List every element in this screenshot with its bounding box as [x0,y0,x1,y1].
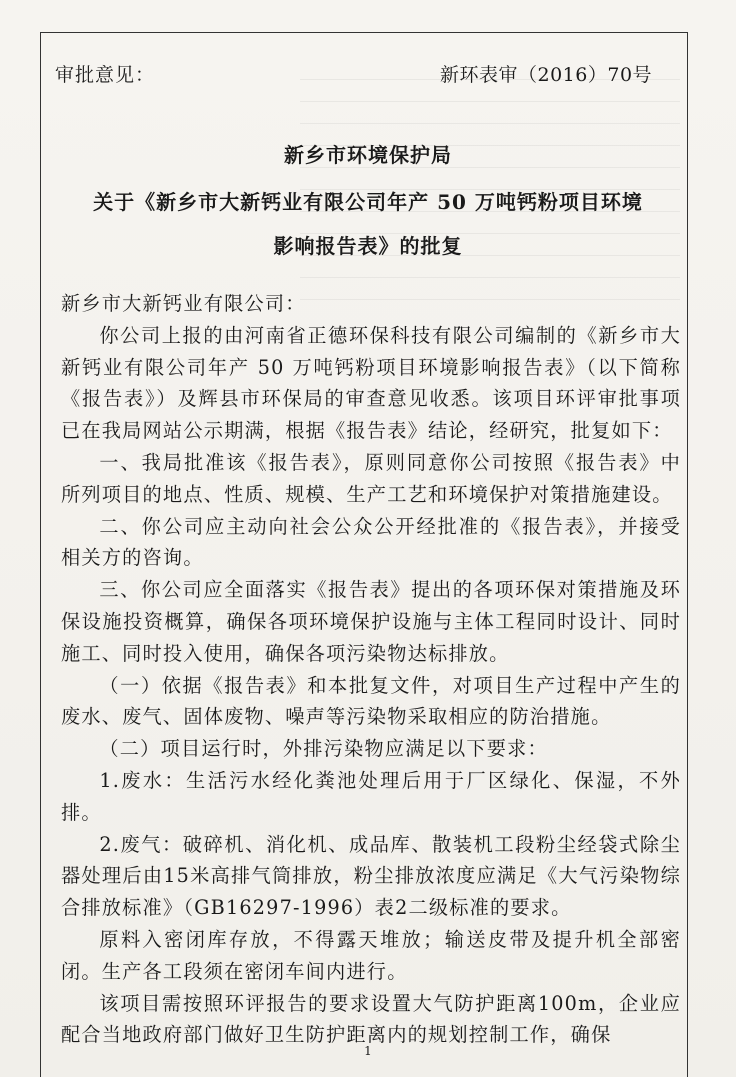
approval-body [61,288,681,1051]
paragraph-intro: 你公司上报的由河南省正德环保科技有限公司编制的《新乡市大新钙业有限公司年产 50 万吨钙粉项目环境影响报告表》（以下简称《报告表》）及辉县市环保局的审查意见收悉。该项目环评审批事项已在我局网站公示期满，根据《报告表》结论，经研究，批复如下： [61,323,681,443]
paragraph-sub-1: （一）依据《报告表》和本批复文件，对项目生产过程中产生的废水、废气、固体废物、噪声等污染物采取相应的防治措施。 [61,673,681,729]
paragraph-sub-2: （二）项目运行时，外排污染物应满足以下要求： [99,737,548,761]
opinion-label: 审批意见： [55,64,156,86]
paragraph-exhaust: 2.废气：破碎机、消化机、成品库、散装机工段粉尘经袋式除尘器处理后由15米高排气筒排放，粉尘排放浓度应满足《大气污染物综合排放标准》（GB16297-1996）表2二级标准的要求。 [61,832,681,920]
paragraph-item-1: 一、我局批准该《报告表》，原则同意你公司按照《报告表》中所列项目的地点、性质、规模、生产工艺和环境保护对策措施建设。 [61,450,681,506]
page-number: 1 [364,1044,372,1058]
document-title-line-2: 影响报告表》的批复 [273,234,463,258]
paragraph-wastewater: 1.废水：生活污水经化粪池处理后用于厂区绿化、保湿，不外排。 [61,768,681,824]
paragraph-storage: 原料入密闭库存放，不得露天堆放；输送皮带及提升机全部密闭。生产各工段须在密闭车间内进行。 [61,927,681,983]
paragraph-item-2: 二、你公司应主动向社会公众公开经批准的《报告表》，并接受相关方的咨询。 [61,514,681,570]
paragraph-item-3: 三、你公司应全面落实《报告表》提出的各项环保对策措施及环保设施投资概算，确保各项环境保护设施与主体工程同时设计、同时施工、同时投入使用，确保各项污染物达标排放。 [61,578,681,665]
document-title-line-1: 关于《新乡市大新钙业有限公司年产 50 万吨钙粉项目环境 [93,190,643,214]
document-number: 新环表审（2016）70号 [440,64,653,86]
paragraph-protection-distance: 该项目需按照环评报告的要求设置大气防护距离100m，企业应配合当地政府部门做好卫生防护距离内的规划控制工作，确保 [61,991,681,1047]
issuing-authority-title: 新乡市环境保护局 [284,143,452,167]
salutation: 新乡市大新钙业有限公司： [61,292,306,315]
